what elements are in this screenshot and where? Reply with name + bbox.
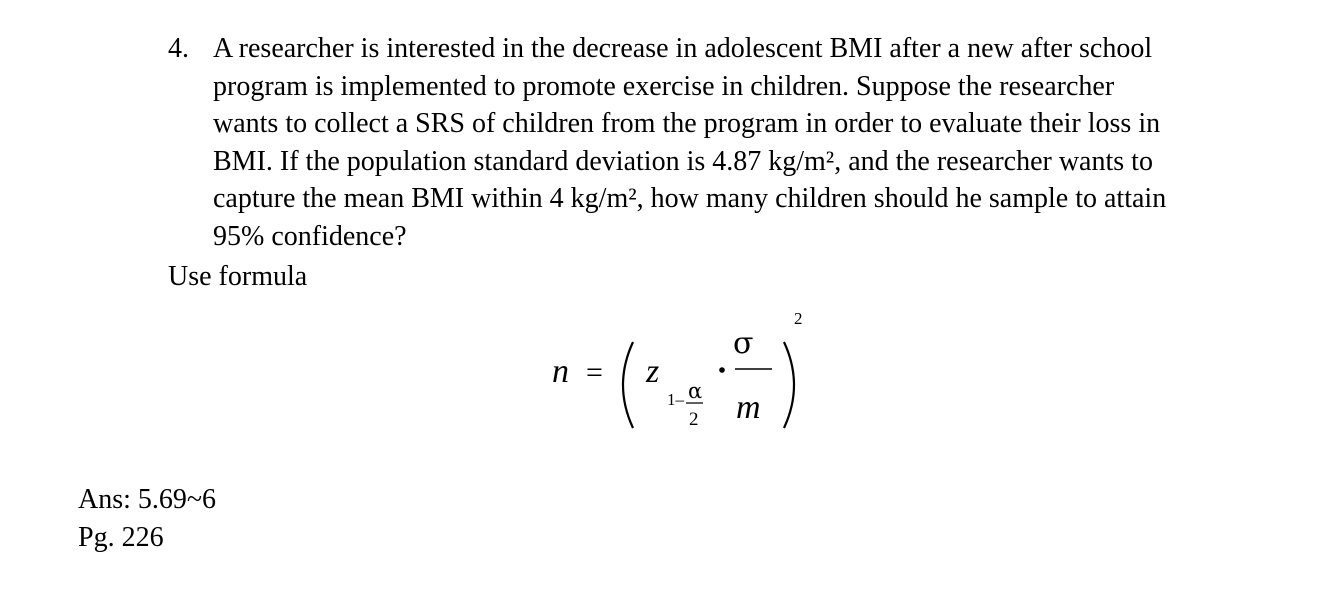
use-formula-label: Use formula <box>168 261 308 292</box>
formula-svg <box>540 300 830 440</box>
formula-sigma: σ <box>733 326 754 361</box>
question-line-6: 95% confidence? <box>213 220 407 252</box>
answer-value: Ans: 5.69~6 <box>78 484 217 515</box>
page-reference: Pg. 226 <box>78 521 164 553</box>
question-line-4: BMI. If the population standard deviation is 4.87 kg/m², and the researcher wants to <box>213 145 1153 177</box>
subscript-alpha: α <box>688 379 703 403</box>
question-line-2: program is implemented to promote exercise in children. Suppose the researcher <box>213 70 1115 102</box>
formula-z: z <box>646 353 660 390</box>
question-number: 4. <box>168 33 189 64</box>
question-line-1: A researcher is interested in the decrease in adolescent BMI after a new after school <box>213 33 1153 64</box>
formula-n: n <box>552 353 569 390</box>
question-line-3: wants to collect a SRS of children from the program in order to evaluate their loss in <box>213 108 1161 139</box>
formula-equals: = <box>586 356 603 389</box>
sample-size-formula <box>540 300 830 440</box>
question-line-5: capture the mean BMI within 4 kg/m², how many children should he sample to attain <box>213 183 1167 214</box>
multiplication-dot <box>719 367 725 373</box>
answer-block <box>78 481 216 556</box>
question-text <box>213 30 1288 255</box>
subscript-two: 2 <box>689 409 699 430</box>
subscript-prefix: 1– <box>667 390 684 409</box>
right-paren <box>784 342 794 428</box>
left-paren <box>623 342 633 428</box>
formula-exponent: 2 <box>794 309 803 328</box>
formula-m: m <box>736 389 761 426</box>
